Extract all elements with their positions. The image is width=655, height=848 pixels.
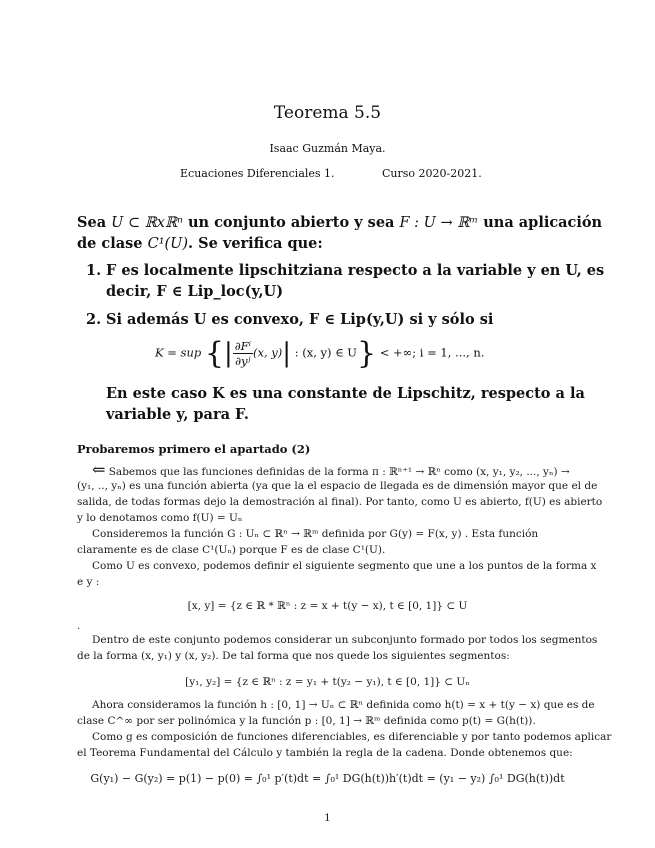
proof-p6-line2: el Teorema Fundamental del Cálculo y también la regla de la cadena. Donde obtenemos que: (77, 747, 573, 759)
proof-p4-line2: de la forma (x, y₁) y (x, y₂). De tal forma que nos quede los siguientes segmentos: (77, 650, 510, 662)
proof-p3-line1: Como U es convexo, podemos definir el siguiente segmento que une a los puntos de la forma x (92, 560, 597, 572)
proof-p3-line2: e y : (77, 576, 100, 588)
proof-p2-line1: Consideremos la función G : Uₙ ⊂ ℝⁿ → ℝᵐ definida por G(y) = F(x, y) . Esta función (92, 528, 539, 540)
item2-line3: variable y, para F. (106, 406, 249, 423)
author-line: Isaac Guzmán Maya. (269, 142, 386, 155)
item1-line2: decir, F ∈ Lip_loc(y,U) (106, 283, 284, 300)
sub-segment-equation: [y₁, y₂] = {z ∈ ℝⁿ : z = y₁ + t(y₂ − y₁), t ∈ [0, 1]} ⊂ Uₙ (185, 676, 470, 688)
lipschitz-constant-formula: K = sup {| $\frac{\text{∂Fⁱ}}{\text{∂yʲ}}$ (x, y)| : (x, y) ∈ U} < +∞; i = 1, ..., n. (155, 336, 485, 371)
item1-line1: F es localmente lipschitziana respecto a la variable y en U, es (106, 262, 605, 279)
proof-p1-line3: salida, de todas formas dejo la demostración al final). Por tanto, como U es abierto, f(U) es abierto (77, 496, 603, 508)
theorem-statement-line1: Sea U ⊂ ℝxℝⁿ un conjunto abierto y sea F : U → ℝᵐ una aplicación (77, 214, 603, 231)
proof-p6-line1: Como g es composición de funciones diferenciables, es diferenciable y por tanto podemos aplicar (92, 731, 612, 743)
proof-p1-line2: (y₁, .., yₙ) es una función abierta (ya que la el espacio de llegada es de dimensión mayor que el de (77, 480, 598, 492)
course-name: Ecuaciones Diferenciales 1. (180, 167, 335, 180)
proof-p5-line1: Ahora consideramos la función h : [0, 1] → Uₙ ⊂ ℝⁿ definida como h(t) = x + t(y − x) que es de (92, 699, 595, 711)
proof-p2-line2: claramente es de clase C¹(Uₙ) porque F es de clase C¹(U). (77, 544, 386, 556)
segment-equation: [x, y] = {z ∈ ℝ * ℝⁿ : z = x + t(y − x), t ∈ [0, 1]} ⊂ U (187, 600, 468, 612)
page-number: 1 (324, 812, 331, 824)
stray-dot: . (77, 620, 81, 632)
partial-derivative-fraction: $\frac{\text{∂Fⁱ}}{\text{∂yʲ}}$ (234, 339, 251, 368)
ftc-chain-rule-equation: G(y₁) − G(y₂) = p(1) − p(0) = ∫₀¹ p′(t)dt = ∫₀¹ DG(h(t))h′(t)dt = (y₁ − y₂) ∫₀¹ DG(h(t))dt (90, 772, 565, 785)
item2-number: 2. (86, 311, 102, 328)
item2-line2: En este caso K es una constante de Lipschitz, respecto a la (106, 385, 585, 402)
proof-p1-line4: y lo denotamos como f(U) = Uₙ (77, 512, 243, 524)
proof-p1-line1: ⇐ Sabemos que las funciones definidas de la forma π : ℝⁿ⁺¹ → ℝⁿ como (x, y₁, y₂, ..., yₙ) → (92, 460, 570, 479)
left-double-arrow-icon: ⇐ (92, 460, 106, 479)
proof-heading: Probaremos primero el apartado (2) (77, 442, 311, 456)
course-year: Curso 2020-2021. (382, 167, 482, 180)
theorem-statement-line2: de clase C¹(U). Se verifica que: (77, 235, 323, 252)
item1-number: 1. (86, 262, 102, 279)
proof-p4-line1: Dentro de este conjunto podemos considerar un subconjunto formado por todos los segmentos (92, 634, 598, 646)
page-title: Teorema 5.5 (273, 103, 382, 123)
item2-line1: Si además U es convexo, F ∈ Lip(y,U) si y sólo si (106, 311, 494, 328)
proof-p5-line2: clase C^∞ por ser polinómica y la función p : [0, 1] → ℝᵐ definida como p(t) = G(h(t)). (77, 715, 536, 727)
